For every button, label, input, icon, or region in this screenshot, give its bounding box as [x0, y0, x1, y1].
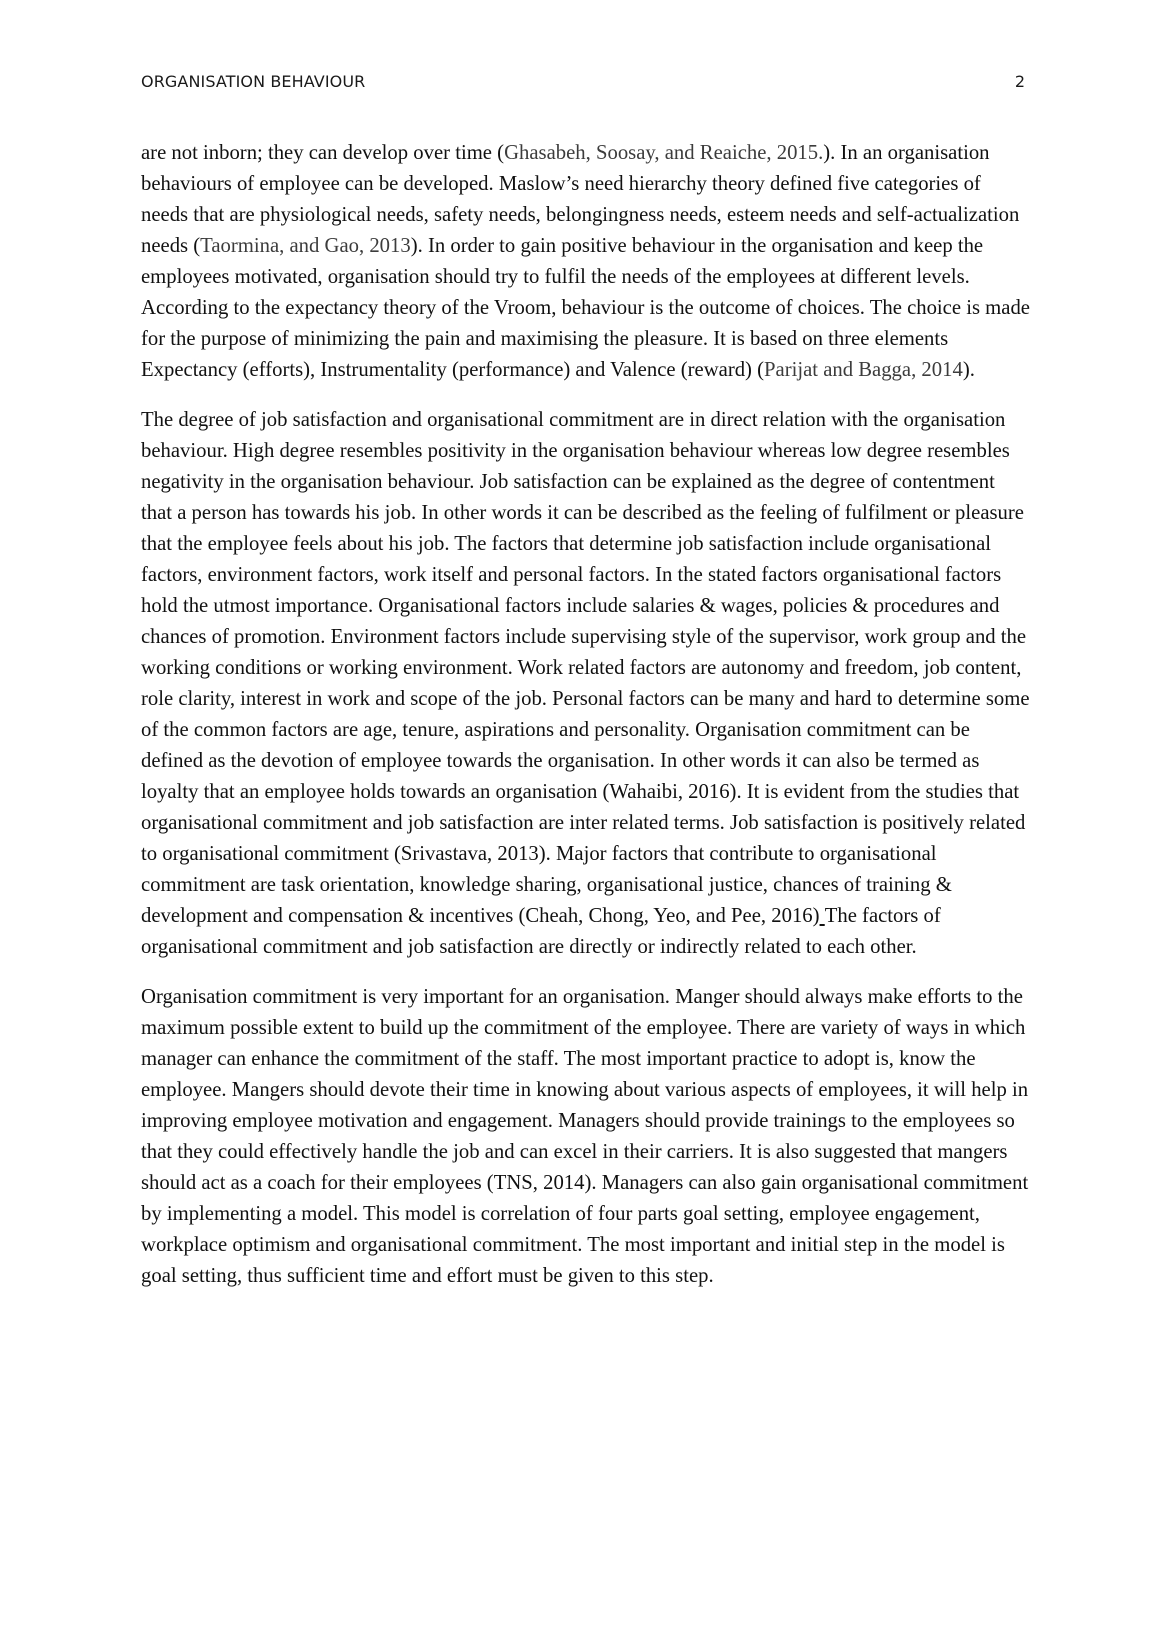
- citation-parijat: Parijat and Bagga, 2014: [764, 359, 963, 381]
- running-header: ORGANISATION BEHAVIOUR: [141, 72, 366, 91]
- paragraph-2-text-a: The degree of job satisfaction and organisational commitment are in direct relation with the organisation behaviour. High degree resembles positivity in the organisation behaviour whereas low degree resembles negativity in the organisation behaviour. Job satisfaction can be explained as the degree of contentment that a person has towards his job. In other words it can be described as the feeling of fulfilment or pleasure that the employee feels about his job. The factors that determine job satisfaction include organisational factors, environment factors, work itself and personal factors. In the stated factors organisational factors hold the utmost importance. Organisational factors include salaries & wages, policies & procedures and chances of promotion. Environment factors include supervising style of the supervisor, work group and the working conditions or working environment. Work related factors are autonomy and freedom, job content, role clarity, interest in work and scope of the job. Personal factors can be many and hard to determine some of the common factors are age, tenure, aspirations and personality. Organisation commitment can be defined as the devotion of employee towards the organisation. In other words it can also be termed as loyalty that an employee holds towards an organisation (Wahaibi, 2016). It is evident from the studies that organisational commitment and job satisfaction are inter related terms. Job satisfaction is positively related to organisational commitment (Srivastava, 2013). Major factors that contribute to organisational commitment are task orientation, knowledge sharing, organisational justice, chances of training & development and compensation & incentives (Cheah, Chong, Yeo, and Pee, 2016): [141, 409, 1030, 927]
- paragraph-1: [141, 138, 1031, 386]
- paragraph-2-text-b: The factors of organisational commitment and job satisfaction are directly or indirectly related to each other.: [141, 905, 941, 958]
- page-number: 2: [1014, 72, 1025, 91]
- paragraph-1-text-a: are not inborn; they can develop over time (: [141, 142, 505, 164]
- paragraph-2: [141, 405, 1031, 963]
- paragraph-3: Organisation commitment is very important for an organisation. Manger should always make efforts to the maximum possible extent to build up the commitment of the employee. There are variety of ways in which manager can enhance the commitment of the staff. The most important practice to adopt is, know the employee. Mangers should devote their time in knowing about various aspects of employees, it will help in improving employee motivation and engagement. Managers should provide trainings to the employees so that they could effectively handle the job and can excel in their carriers. It is also suggested that mangers should act as a coach for their employees (TNS, 2014). Managers can also gain organisational commitment by implementing a model. This model is correlation of four parts goal setting, employee engagement, workplace optimism and organisational commitment. The most important and initial step in the model is goal setting, thus sufficient time and effort must be given to this step.: [141, 986, 1029, 1287]
- paragraph-1-text-b: ). In an organisation behaviours of employee can be developed. Maslow’s need hierarchy theory defined five categories of needs that are physiological needs, safety needs, belongingness needs, esteem needs and self-actualization needs (: [141, 142, 1020, 257]
- citation-ghasabeh: Ghasabeh, Soosay, and Reaiche, 2015.: [504, 142, 824, 164]
- citation-taormina: Taormina, and Gao, 2013: [200, 235, 411, 257]
- body-text: [141, 138, 1031, 1311]
- paragraph-1-text-d: ).: [962, 359, 975, 381]
- paragraph-1-text-c: ). In order to gain positive behaviour in the organisation and keep the employees motivated, organisation should try to fulfil the needs of the employees at different levels. According to the expectancy theory of the Vroom, behaviour is the outcome of choices. The choice is made for the purpose of minimizing the pain and maximising the pleasure. It is based on three elements Expectancy (efforts), Instrumentality (performance) and Valence (reward) (: [141, 235, 1030, 381]
